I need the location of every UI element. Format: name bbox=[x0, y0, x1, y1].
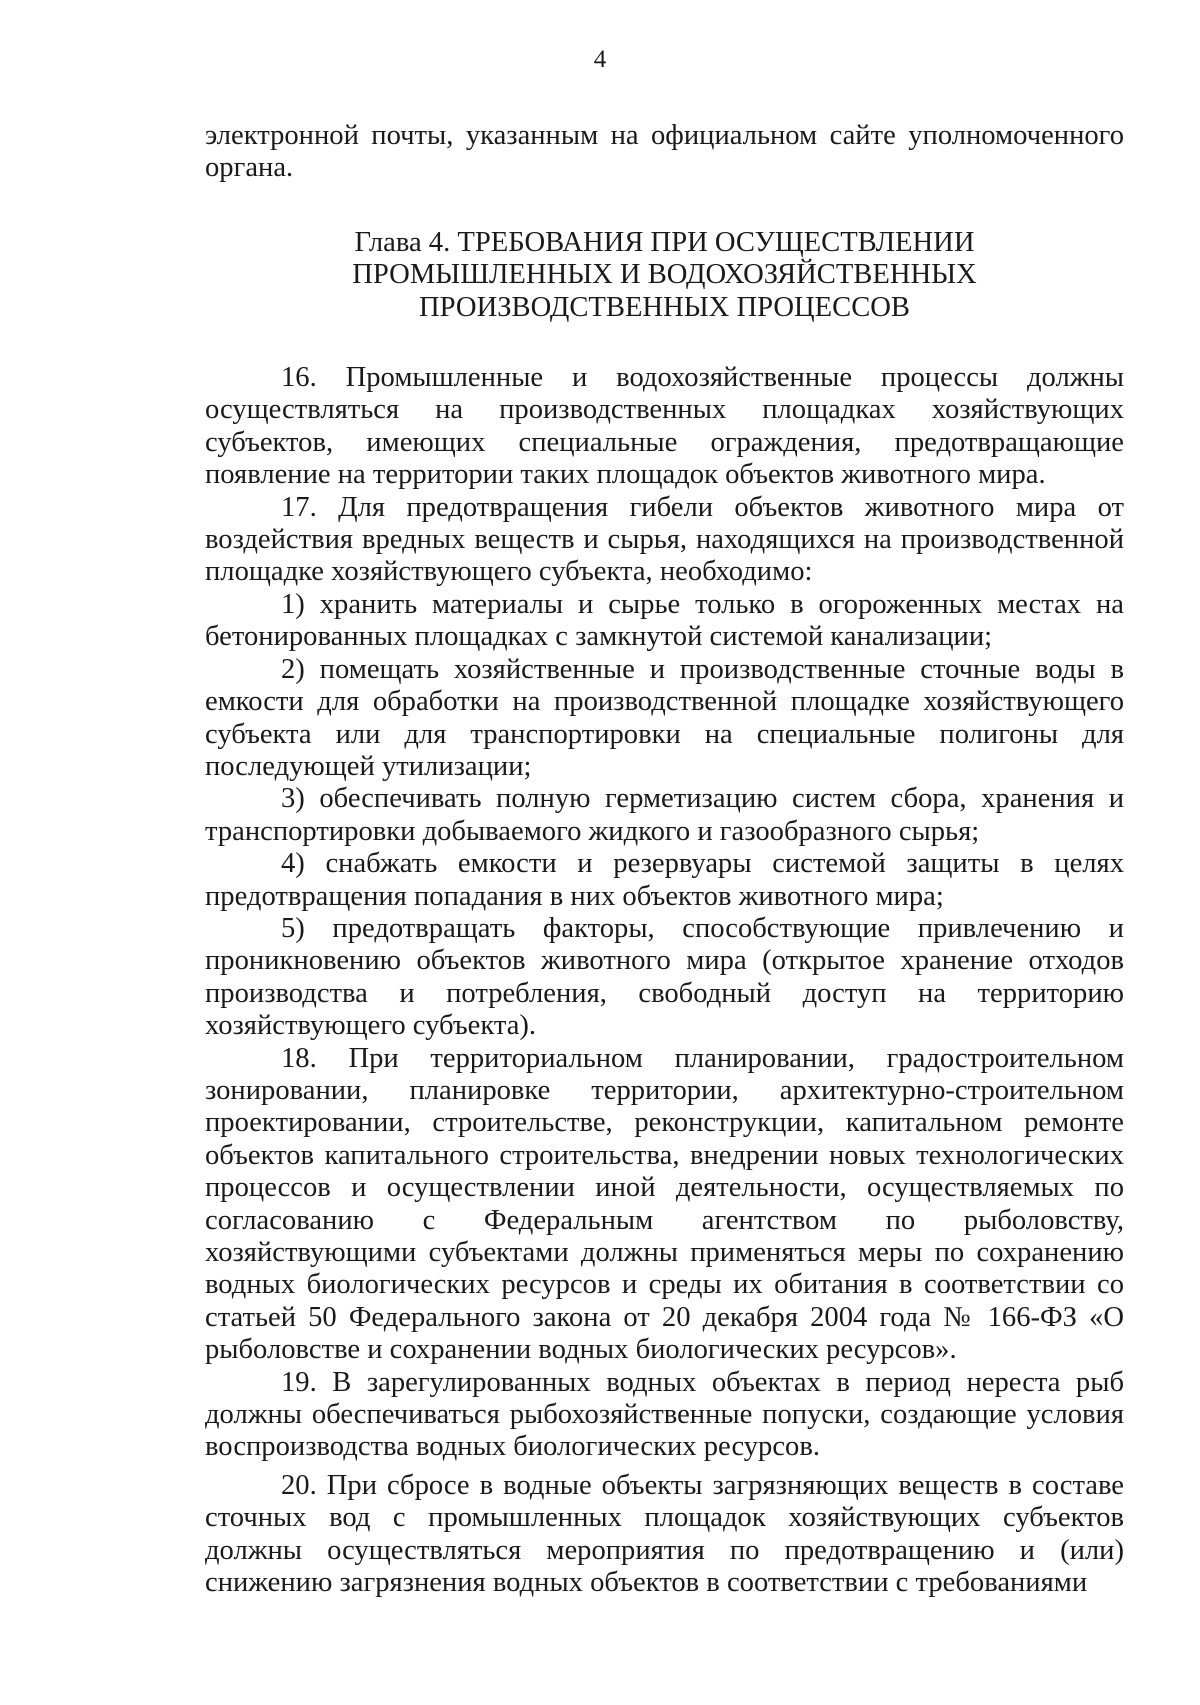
paragraph-17: 17. Для предотвращения гибели объектов животного мира от воздействия вредных веществ и сырья, находящихся на производственной площадке хозяйствующего субъекта, необходимо: bbox=[205, 491, 1124, 588]
document-body bbox=[205, 120, 1124, 1599]
chapter-heading-line: Глава 4. ТРЕБОВАНИЯ ПРИ ОСУЩЕСТВЛЕНИИ bbox=[354, 226, 975, 258]
paragraph-17-item-1: 1) хранить материалы и сырье только в огороженных местах на бетонированных площадках с замкнутой системой канализации; bbox=[205, 588, 1124, 653]
paragraph-19: 19. В зарегулированных водных объектах в период нереста рыб должны обеспечиваться рыбохозяйственные попуски, создающие условия воспроизводства водных биологических ресурсов. bbox=[205, 1366, 1124, 1463]
paragraph-17-item-3: 3) обеспечивать полную герметизацию систем сбора, хранения и транспортировки добываемого жидкого и газообразного сырья; bbox=[205, 783, 1124, 847]
chapter-heading-line: ПРОИЗВОДСТВЕННЫХ ПРОЦЕССОВ bbox=[419, 291, 910, 323]
paragraph-20: 20. При сбросе в водные объекты загрязняющих веществ в составе сточных вод с промышленных площадок хозяйствующих субъектов должны осуществляться мероприятия по предотвращению и (или) снижению загрязнения водных объектов в соответствии с требованиями bbox=[205, 1469, 1124, 1599]
paragraph-18: 18. При территориальном планировании, градостроительном зонировании, планировке территории, архитектурно-строительном проектировании, строительстве, реконструкции, капитальном ремонте объектов капитального строительства, внедрении новых технологических процессов и осуществлении иной деятельности, осуществляемых по согласованию с Федеральным агентством по рыболовству, хозяйствующими субъектами должны применяться меры по сохранению водных биологических ресурсов и среды их обитания в соответствии со статьей 50 Федерального закона от 20 декабря 2004 года № 166-ФЗ «О рыболовстве и сохранении водных биологических ресурсов». bbox=[205, 1042, 1124, 1366]
paragraph-16: 16. Промышленные и водохозяйственные процессы должны осуществляться на производственных площадках хозяйствующих субъектов, имеющих специальные ограждения, предотвращающие появление на территории таких площадок объектов животного мира. bbox=[205, 362, 1124, 491]
intro-paragraph: электронной почты, указанным на официальном сайте уполномоченного органа. bbox=[205, 120, 1124, 184]
chapter-heading-line: ПРОМЫШЛЕННЫХ И ВОДОХОЗЯЙСТВЕННЫХ bbox=[352, 259, 977, 291]
paragraph-17-item-4: 4) снабжать емкости и резервуары системой защиты в целях предотвращения попадания в них объектов животного мира; bbox=[205, 848, 1124, 912]
chapter-heading bbox=[205, 227, 1124, 324]
paragraph-17-item-5: 5) предотвращать факторы, способствующие привлечению и проникновению объектов животного мира (открытое хранение отходов производства и потребления, свободный доступ на территорию хозяйствующего субъекта). bbox=[205, 912, 1124, 1042]
paragraph-17-item-2: 2) помещать хозяйственные и производственные сточные воды в емкости для обработки на производственной площадке хозяйствующего субъекта или для транспортировки на специальные полигоны для последующей утилизации; bbox=[205, 653, 1124, 782]
page-number: 4 bbox=[593, 46, 607, 73]
